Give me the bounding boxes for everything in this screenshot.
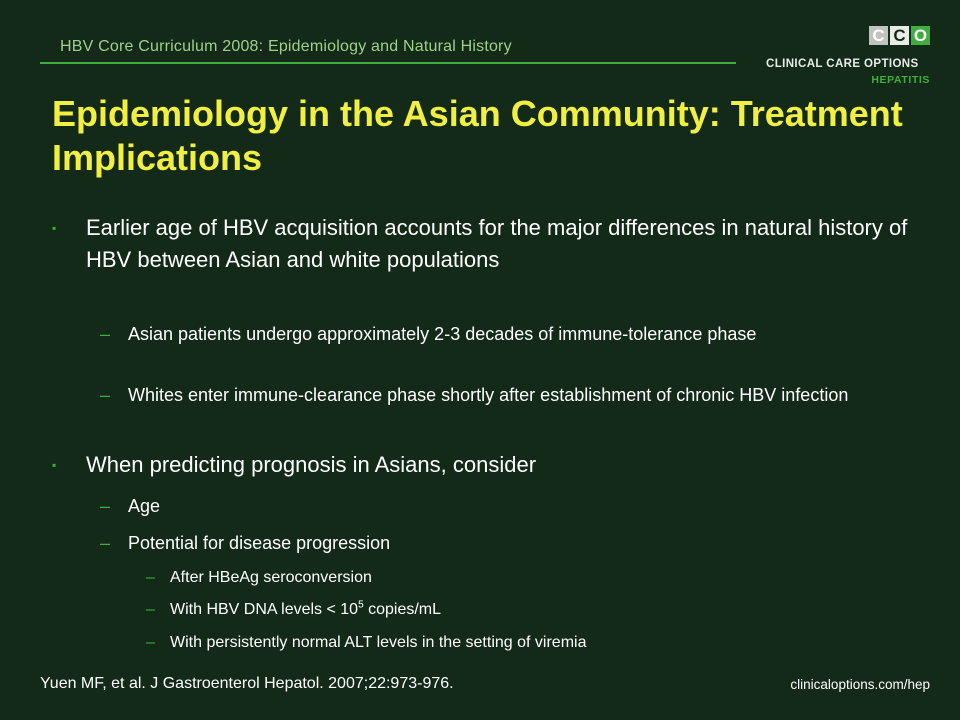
bullet-2-sub-1-text: Age: [128, 496, 161, 516]
square-bullet-icon: ▪: [52, 458, 57, 472]
slide-title: Epidemiology in the Asian Community: Treatment Implications: [52, 93, 903, 178]
logo-letter-2: C: [890, 26, 909, 45]
logo-letter-3: O: [911, 26, 930, 45]
site-url[interactable]: clinicaloptions.com/hep: [790, 677, 930, 692]
logo-subtitle: HEPATITIS: [871, 74, 930, 86]
logo-name: CLINICAL CARE OPTIONS: [766, 58, 919, 70]
bullet-1-text: Earlier age of HBV acquisition accounts for the major differences in natural history of HBV between Asian and white populations: [86, 215, 908, 272]
bullet-2: [52, 449, 916, 481]
bullet-1-sub-2-text: Whites enter immune-clearance phase shortly after establishment of chronic HBV infection: [128, 385, 849, 405]
bullet-1-sub-1-text: Asian patients undergo approximately 2-3 decades of immune-tolerance phase: [128, 324, 757, 344]
sub-item-2: [146, 599, 910, 621]
dash-bullet-icon: –: [100, 324, 111, 344]
sub-item-2-prefix: With HBV DNA levels < 10: [170, 601, 359, 618]
dash-bullet-icon: –: [146, 569, 155, 586]
dash-bullet-icon: –: [100, 533, 111, 553]
bullet-1: [52, 212, 916, 276]
bullet-2-sub-2: [100, 530, 908, 556]
bullet-1-sub-2: [100, 382, 908, 408]
sub-item-1: [146, 567, 910, 589]
dash-bullet-icon: –: [100, 496, 111, 516]
bullet-2-text: When predicting prognosis in Asians, consider: [86, 452, 537, 477]
square-bullet-icon: ▪: [52, 221, 57, 235]
course-title: HBV Core Curriculum 2008: Epidemiology and Natural History: [60, 38, 512, 55]
sub-item-2-suffix: copies/mL: [363, 601, 442, 618]
bullet-1-sub-1: [100, 321, 908, 347]
sub-item-1-text: After HBeAg seroconversion: [170, 569, 372, 586]
dash-bullet-icon: –: [146, 634, 155, 651]
exponent: 5: [358, 599, 364, 611]
citation: Yuen MF, et al. J Gastroenterol Hepatol. 2007;22:973-976.: [40, 675, 454, 692]
bullet-2-sub-2-text: Potential for disease progression: [128, 533, 391, 553]
sub-item-3: [146, 632, 910, 654]
sub-item-3-text: With persistently normal ALT levels in the setting of viremia: [170, 634, 587, 651]
logo-letter-1: C: [869, 26, 888, 45]
bullet-2-sub-1: [100, 493, 908, 519]
dash-bullet-icon: –: [100, 385, 111, 405]
dash-bullet-icon: –: [146, 601, 155, 618]
